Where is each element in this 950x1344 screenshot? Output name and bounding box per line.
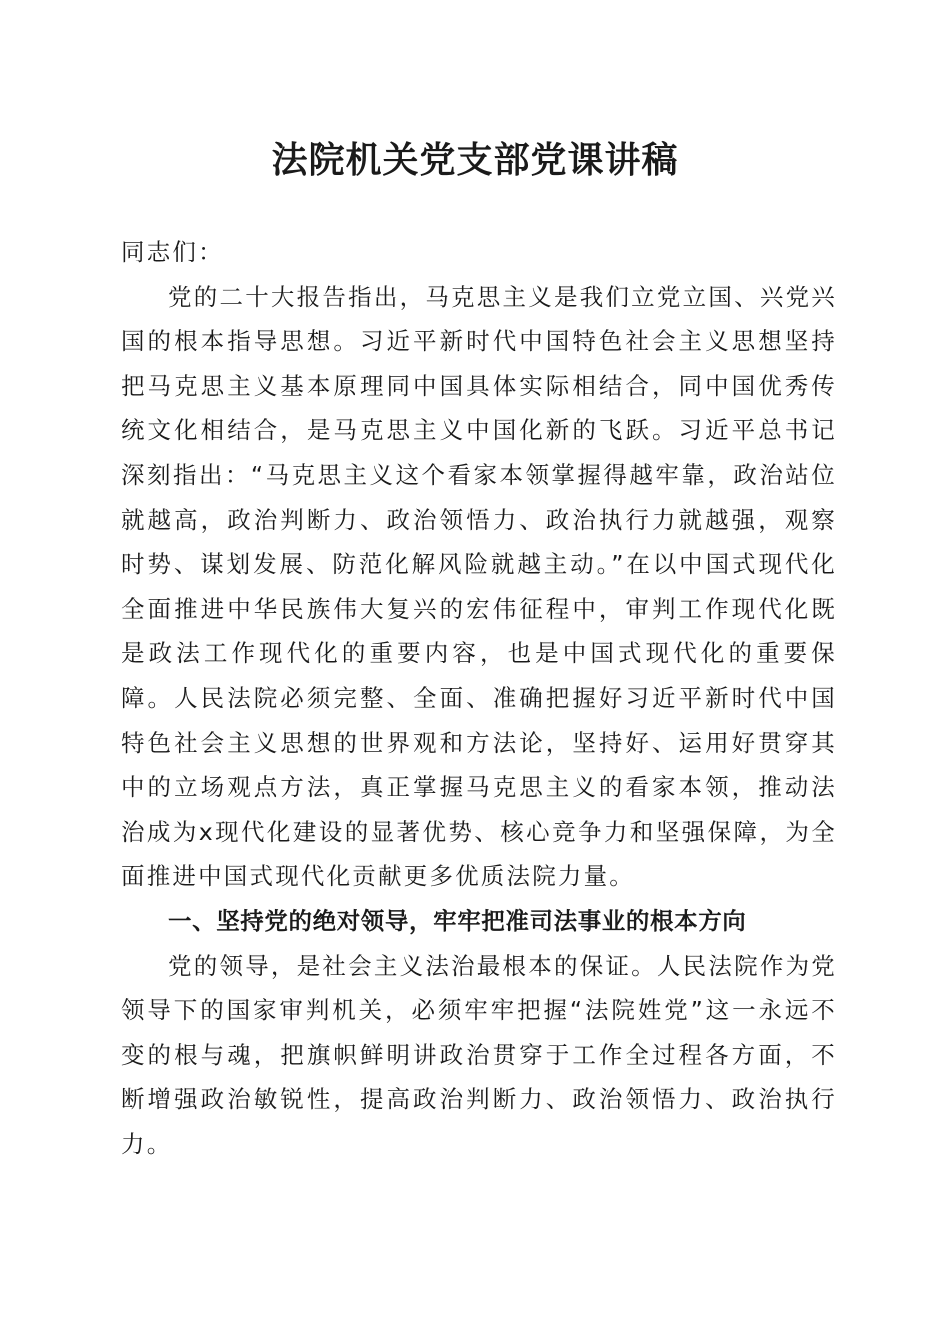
document-body bbox=[121, 230, 837, 1166]
paragraph-intro: 党的二十大报告指出，马克思主义是我们立党立国、兴党兴国的根本指导思想。习近平新时代中国特色社会主义思想坚持把马克思主义基本原理同中国具体实际相结合，同中国优秀传统文化相结合，是马克思主义中国化新的飞跃。习近平总书记深刻指出：“马克思主义这个看家本领掌握得越牢靠，政治站位就越高，政治判断力、政治领悟力、政治执行力就越强，观察时势、谋划发展、防范化解风险就越主动。”在以中国式现代化全面推进中华民族伟大复兴的宏伟征程中，审判工作现代化既是政法工作现代化的重要内容，也是中国式现代化的重要保障。人民法院必须完整、全面、准确把握好习近平新时代中国特色社会主义思想的世界观和方法论，坚持好、运用好贯穿其中的立场观点方法，真正掌握马克思主义的看家本领，推动法治成为x现代化建设的显著优势、核心竞争力和坚强保障，为全面推进中国式现代化贡献更多优质法院力量。 bbox=[121, 282, 837, 891]
document-title: 法院机关党支部党课讲稿 bbox=[271, 139, 679, 181]
section-heading-1: 一、坚持党的绝对领导，牢牢把准司法事业的根本方向 bbox=[168, 906, 747, 935]
paragraph-section-1: 党的领导，是社会主义法治最根本的保证。人民法院作为党领导下的国家审判机关，必须牢牢把握“法院姓党”这一永远不变的根与魂，把旗帜鲜明讲政治贯穿于工作全过程各方面，不断增强政治敏锐性，提高政治判断力、政治领悟力、政治执行力。 bbox=[121, 951, 837, 1158]
salutation: 同志们： bbox=[121, 238, 224, 266]
